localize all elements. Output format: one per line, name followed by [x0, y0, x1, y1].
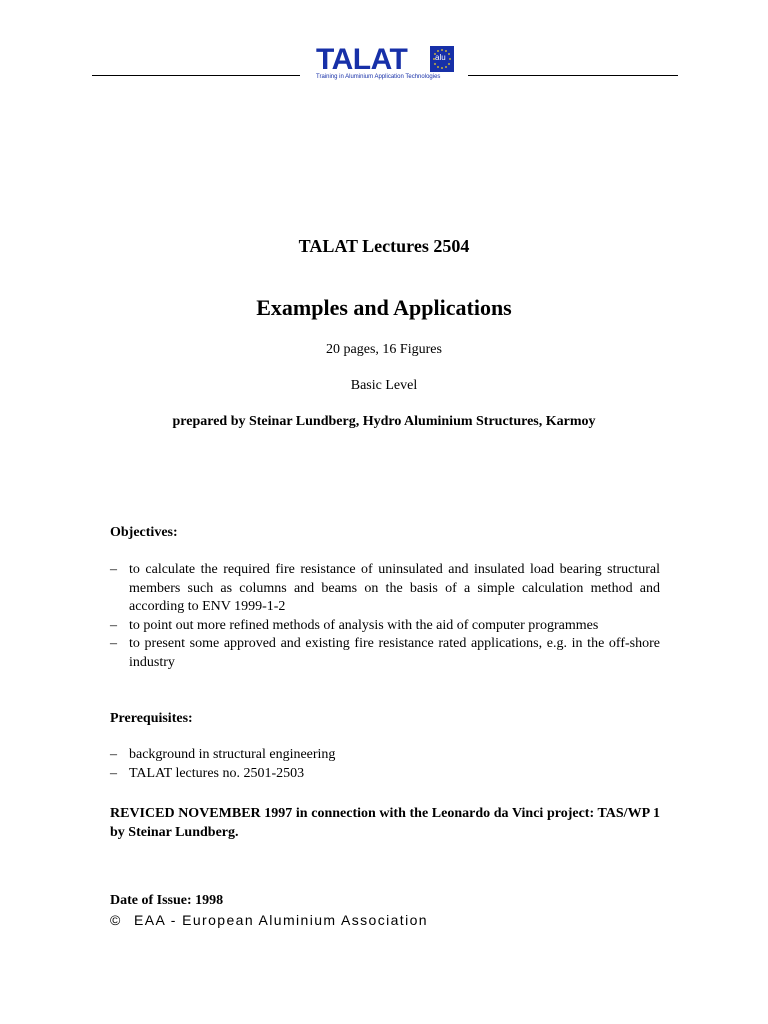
objective-text: to point out more refined methods of analysis with the aid of computer programmes: [129, 617, 599, 633]
course-level: Basic Level: [350, 378, 418, 393]
author-line: prepared by Steinar Lundberg, Hydro Aluminium Structures, Karmoy: [172, 414, 596, 429]
page-count: 20 pages, 16 Figures: [326, 342, 442, 357]
dash-bullet: –: [110, 747, 117, 762]
prerequisite-text: TALAT lectures no. 2501-2503: [129, 765, 305, 781]
list-item: [110, 617, 660, 636]
prerequisites-list: [110, 746, 660, 783]
eu-flag-icon: [430, 46, 454, 72]
copyright-text: EAA - European Aluminium Association: [134, 912, 428, 928]
objectives-heading: Objectives:: [110, 525, 178, 540]
revision-note: REVICED NOVEMBER 1997 in connection with the Leonardo da Vinci project: TAS/WP 1 by Steinar Lundberg.: [110, 806, 660, 840]
logo-wordmark: TALAT: [316, 43, 408, 76]
prerequisite-text: background in structural engineering: [129, 747, 336, 762]
page-title: Examples and Applications: [256, 295, 512, 320]
dash-bullet: –: [110, 636, 117, 652]
talat-logo: [314, 43, 456, 84]
prerequisites-heading: Prerequisites:: [110, 711, 193, 726]
series-title: TALAT Lectures 2504: [298, 236, 470, 256]
copyright-icon: ©: [110, 912, 121, 928]
objective-text: to calculate the required fire resistance of uninsulated and insulated load bearing structural members such as columns and beams on the basis of a simple calculation method and according to ENV 1999-1-2: [129, 562, 660, 615]
dash-bullet: –: [110, 765, 117, 781]
header-rule-right: [468, 75, 678, 76]
copyright-line: [110, 912, 428, 928]
objective-text: to present some approved and existing fire resistance rated applications, e.g. in the off-shore industry: [129, 636, 660, 670]
objectives-list: [110, 561, 660, 673]
logo-tagline: Training in Aluminium Application Technologies: [316, 74, 441, 80]
dash-bullet: –: [110, 562, 117, 577]
dash-bullet: –: [110, 617, 117, 633]
logo-badge: alu: [435, 53, 446, 62]
list-item: [110, 561, 660, 617]
list-item: [110, 746, 660, 765]
header-rule-left: [92, 75, 300, 76]
list-item: [110, 635, 660, 672]
date-of-issue: Date of Issue: 1998: [110, 893, 224, 908]
list-item: [110, 765, 660, 784]
